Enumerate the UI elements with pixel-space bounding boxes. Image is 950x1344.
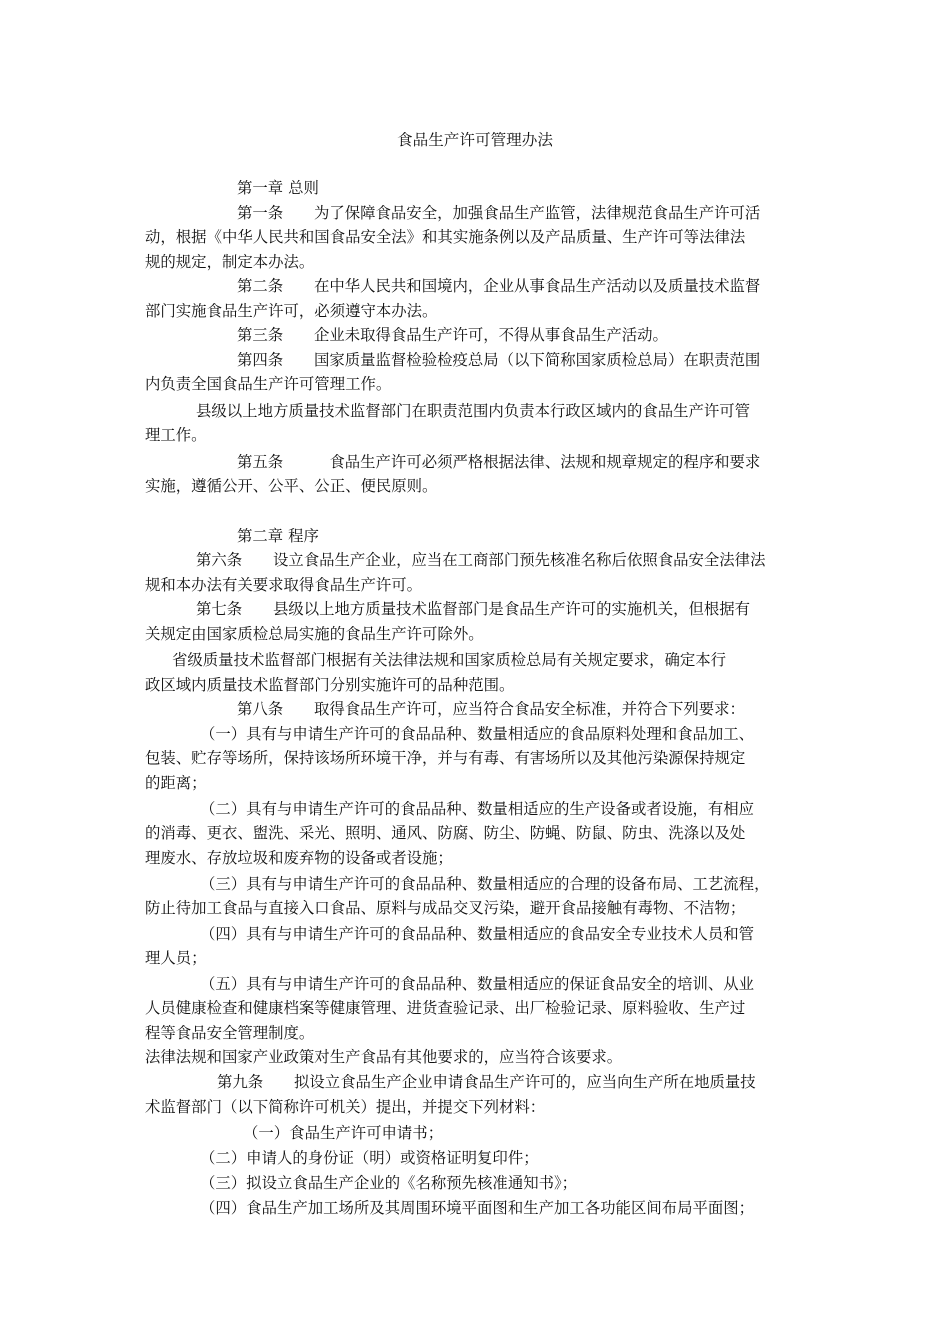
text-line: 内负责全国食品生产许可管理工作。 [145, 375, 392, 393]
text-line: （四）食品生产加工场所及其周围环境平面图和生产加工各功能区间布局平面图； [200, 1199, 755, 1217]
text-line: 第二章 程序 [237, 527, 319, 545]
text-line: 关规定由国家质检总局实施的食品生产许可除外。 [145, 625, 484, 643]
document-title: 食品生产许可管理办法 [397, 131, 553, 149]
text-line: （一）具有与申请生产许可的食品品种、数量相适应的食品原料处理和食品加工、 [200, 725, 755, 743]
text-line: 第八条 取得食品生产许可，应当符合食品安全标准，并符合下列要求： [237, 700, 745, 718]
text-line: 第二条 在中华人民共和国境内，企业从事食品生产活动以及质量技术监督 [237, 277, 761, 295]
text-line: 第九条 拟设立食品生产企业申请食品生产许可的，应当向生产所在地质量技 [217, 1073, 756, 1091]
text-line: 县级以上地方质量技术监督部门在职责范围内负责本行政区域内的食品生产许可管 [196, 402, 751, 420]
text-line: 第三条 企业未取得食品生产许可，不得从事食品生产活动。 [237, 326, 668, 344]
text-line: 包装、贮存等场所，保持该场所环境干净，并与有毒、有害场所以及其他污染源保持规定 [145, 749, 746, 767]
text-line: 程等食品安全管理制度。 [145, 1024, 315, 1042]
text-line: （五）具有与申请生产许可的食品品种、数量相适应的保证食品安全的培训、从业 [200, 975, 755, 993]
text-line: 的消毒、更衣、盥洗、采光、照明、通风、防腐、防尘、防蝇、防鼠、防虫、洗涤以及处 [145, 824, 746, 842]
text-line: 理废水、存放垃圾和废弃物的设备或者设施； [145, 849, 453, 867]
text-line: 法律法规和国家产业政策对生产食品有其他要求的，应当符合该要求。 [145, 1048, 623, 1066]
text-line: （二）具有与申请生产许可的食品品种、数量相适应的生产设备或者设施，有相应 [200, 800, 755, 818]
text-line: （三）具有与申请生产许可的食品品种、数量相适应的合理的设备布局、工艺流程， [200, 875, 770, 893]
text-line: 第六条 设立食品生产企业，应当在工商部门预先核准名称后依照食品安全法律法 [196, 551, 766, 569]
text-line: 的距离； [145, 774, 207, 792]
text-line: 第五条 食品生产许可必须严格根据法律、法规和规章规定的程序和要求 [237, 453, 761, 471]
text-line: 规和本办法有关要求取得食品生产许可。 [145, 576, 423, 594]
text-line: 术监督部门（以下简称许可机关）提出，并提交下列材料： [145, 1098, 546, 1116]
text-line: 第一条 为了保障食品安全，加强食品生产监管，法律规范食品生产许可活 [237, 204, 761, 222]
text-line: （二）申请人的身份证（明）或资格证明复印件； [200, 1149, 539, 1167]
text-line: 第四条 国家质量监督检验检疫总局（以下简称国家质检总局）在职责范围 [237, 351, 761, 369]
text-line: 理工作。 [145, 426, 207, 444]
text-line: 人员健康检查和健康档案等健康管理、进货查验记录、出厂检验记录、原料验收、生产过 [145, 999, 746, 1017]
text-line: 第七条 县级以上地方质量技术监督部门是食品生产许可的实施机关，但根据有 [196, 600, 751, 618]
text-line: 政区域内质量技术监督部门分别实施许可的品种范围。 [145, 676, 515, 694]
text-line: 第一章 总则 [237, 179, 319, 197]
text-line: （四）具有与申请生产许可的食品品种、数量相适应的食品安全专业技术人员和管 [200, 925, 755, 943]
text-line: 实施，遵循公开、公平、公正、便民原则。 [145, 477, 438, 495]
text-line: （三）拟设立食品生产企业的《名称预先核准通知书》； [200, 1174, 578, 1192]
text-line: （一）食品生产许可申请书； [243, 1124, 444, 1142]
text-line: 动，根据《中华人民共和国食品安全法》和其实施条例以及产品质量、生产许可等法律法 [145, 228, 746, 246]
text-line: 理人员； [145, 949, 207, 967]
text-line: 部门实施食品生产许可，必须遵守本办法。 [145, 302, 438, 320]
text-line: 规的规定，制定本办法。 [145, 253, 315, 271]
text-line: 防止待加工食品与直接入口食品、原料与成品交叉污染，避开食品接触有毒物、不洁物； [145, 899, 746, 917]
text-line: 省级质量技术监督部门根据有关法律法规和国家质检总局有关规定要求，确定本行 [172, 651, 727, 669]
